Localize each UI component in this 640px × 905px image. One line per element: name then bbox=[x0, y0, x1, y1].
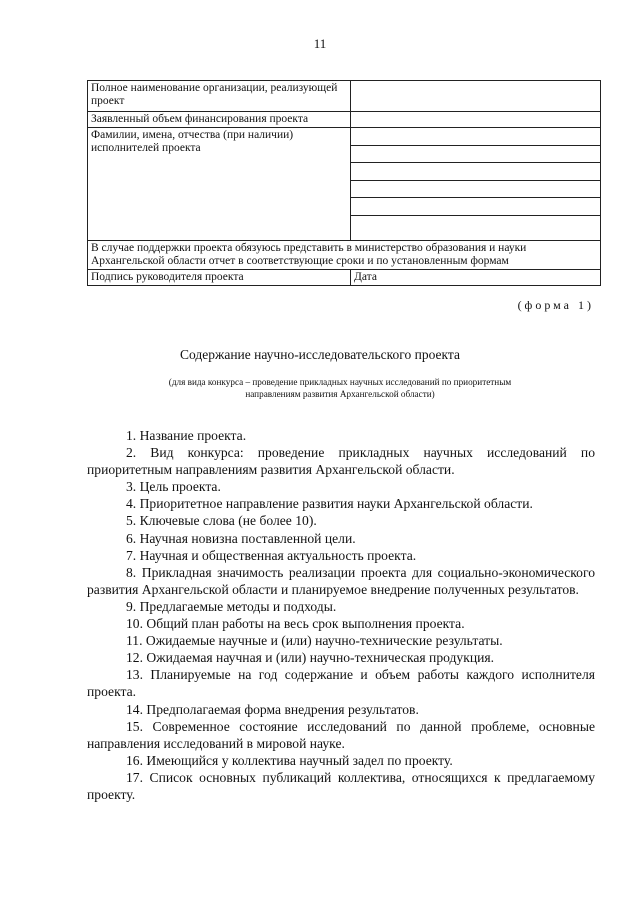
executor-line bbox=[351, 216, 600, 234]
table-row bbox=[88, 81, 601, 112]
executors-label: Фамилии, имена, отчества (при наличии) исполнителей проекта bbox=[88, 128, 351, 241]
list-item: 13. Планируемые на год содержание и объем работы каждого исполнителя проекта. bbox=[87, 667, 595, 700]
list-item: 4. Приоритетное направление развития науки Архангельской области. bbox=[126, 496, 533, 512]
list-item: 2. Вид конкурса: проведение прикладных научных исследований по приоритетным направлениям развития Архангельской области. bbox=[87, 445, 595, 478]
org-name-value bbox=[351, 81, 601, 112]
list-item: 15. Современное состояние исследований по данной проблеме, основные направления исследований в мировой науке. bbox=[87, 718, 595, 751]
list-item: 5. Ключевые слова (не более 10). bbox=[126, 513, 317, 529]
list-item: 12. Ожидаемая научная и (или) научно-техническая продукция. bbox=[126, 650, 495, 666]
list-item: 10. Общий план работы на весь срок выполнения проекта. bbox=[126, 616, 465, 632]
list-item: 1. Название проекта. bbox=[126, 428, 247, 443]
executor-line bbox=[351, 128, 600, 146]
list-item: 16. Имеющийся у коллектива научный задел по проекту. bbox=[126, 752, 453, 768]
funding-label: Заявленный объем финансирования проекта bbox=[88, 112, 351, 128]
list-item: 17. Список основных публикаций коллектива, относящихся к предлагаемому проекту. bbox=[87, 769, 595, 802]
executor-line bbox=[351, 146, 600, 164]
table-row bbox=[88, 241, 601, 270]
table-row bbox=[88, 270, 601, 286]
commitment-text: В случае поддержки проекта обязуюсь представить в министерство образования и науки Архангельской области отчет в соответствующие сроки и по установленным формам bbox=[88, 241, 601, 270]
list-item: 3. Цель проекта. bbox=[126, 479, 221, 495]
executor-line bbox=[351, 198, 600, 216]
page-title: Содержание научно-исследовательского проекта bbox=[180, 347, 460, 362]
table-row bbox=[88, 128, 601, 241]
date-label: Дата bbox=[351, 270, 601, 286]
application-info-table bbox=[87, 80, 601, 286]
executor-line bbox=[351, 163, 600, 181]
org-name-label: Полное наименование организации, реализующей проект bbox=[88, 81, 351, 112]
page-number: 11 bbox=[313, 36, 327, 51]
list-item: 6. Научная новизна поставленной цели. bbox=[126, 530, 356, 546]
form-label: (форма 1) bbox=[517, 298, 594, 312]
list-item: 7. Научная и общественная актуальность проекта. bbox=[126, 547, 417, 563]
funding-value bbox=[351, 112, 601, 128]
list-item: 9. Предлагаемые методы и подходы. bbox=[126, 598, 337, 614]
list-item: 8. Прикладная значимость реализации проекта для социально-экономического развития Архангельской области и планируемое внедрение полученных результатов. bbox=[87, 564, 595, 597]
list-item: 14. Предполагаемая форма внедрения результатов. bbox=[126, 701, 419, 717]
executors-value-lines bbox=[351, 128, 601, 241]
table-row bbox=[88, 112, 601, 128]
signature-label: Подпись руководителя проекта bbox=[88, 270, 351, 286]
executor-line bbox=[351, 181, 600, 199]
page-subtitle: (для вида конкурса – проведение прикладных научных исследований по приоритетным направлениям развития Архангельской области) bbox=[168, 377, 512, 399]
list-item: 11. Ожидаемые научные и (или) научно-технические результаты. bbox=[126, 633, 503, 649]
requirements-list bbox=[87, 427, 595, 803]
